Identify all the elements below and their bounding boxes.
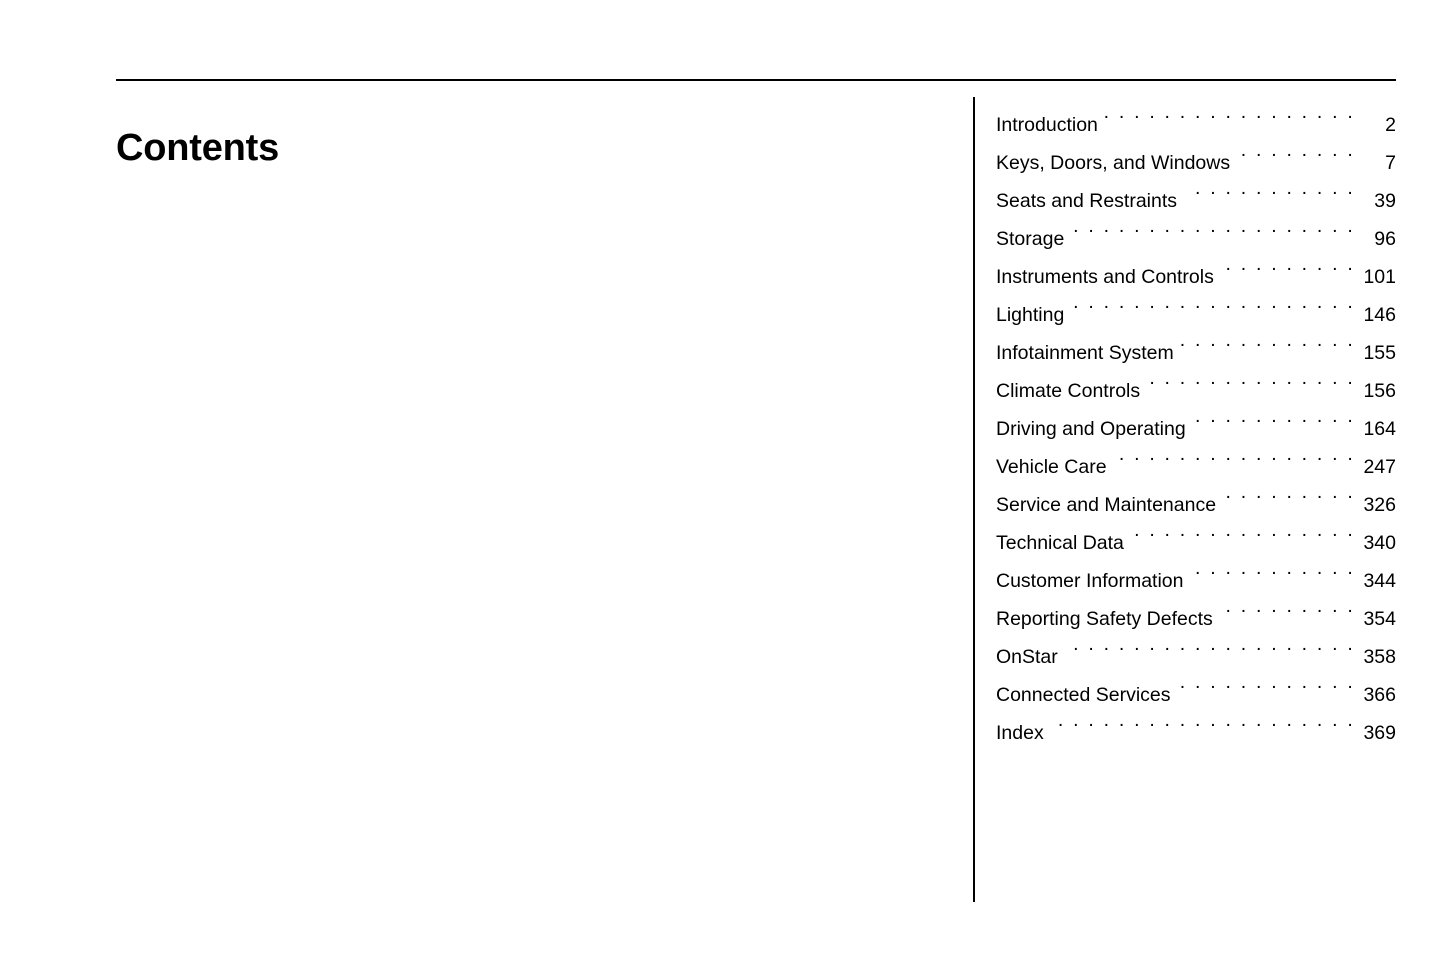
toc-entry-page-number: 96 bbox=[1374, 228, 1396, 250]
toc-entry[interactable] bbox=[996, 600, 1396, 638]
toc-entry[interactable] bbox=[996, 144, 1396, 182]
toc-entry-label: Reporting Safety Defects bbox=[996, 608, 1213, 630]
toc-leader-dots bbox=[1184, 188, 1355, 208]
toc-entry[interactable] bbox=[996, 448, 1396, 486]
toc-leader-dots bbox=[1221, 264, 1355, 284]
toc-entry-label: Service and Maintenance bbox=[996, 494, 1217, 516]
toc-entry[interactable] bbox=[996, 486, 1396, 524]
toc-leader-dots bbox=[1191, 568, 1356, 588]
toc-entry-page-number: 340 bbox=[1363, 532, 1396, 554]
toc-entry-label: Introduction bbox=[996, 114, 1098, 136]
toc-entry-label: OnStar bbox=[996, 646, 1058, 668]
toc-entry[interactable] bbox=[996, 562, 1396, 600]
toc-entry[interactable] bbox=[996, 524, 1396, 562]
table-of-contents bbox=[973, 97, 1396, 902]
toc-leader-dots bbox=[1147, 378, 1355, 398]
toc-leader-dots bbox=[1071, 226, 1355, 246]
header-divider bbox=[116, 79, 1396, 81]
toc-entry-page-number: 156 bbox=[1363, 380, 1396, 402]
toc-entry-label: Connected Services bbox=[996, 684, 1171, 706]
toc-leader-dots bbox=[1193, 416, 1355, 436]
toc-entry-page-number: 369 bbox=[1363, 722, 1396, 744]
toc-entry-page-number: 155 bbox=[1363, 342, 1396, 364]
toc-entry-label: Index bbox=[996, 722, 1044, 744]
toc-entry-label: Instruments and Controls bbox=[996, 266, 1214, 288]
toc-entry[interactable] bbox=[996, 296, 1396, 334]
toc-entry[interactable] bbox=[996, 638, 1396, 676]
toc-entry-page-number: 326 bbox=[1363, 494, 1396, 516]
toc-entry-page-number: 366 bbox=[1363, 684, 1396, 706]
toc-entry-label: Storage bbox=[996, 228, 1065, 250]
toc-leader-dots bbox=[1178, 682, 1355, 702]
toc-entry-label: Technical Data bbox=[996, 532, 1124, 554]
toc-entry[interactable] bbox=[996, 372, 1396, 410]
toc-entry-label: Seats and Restraints bbox=[996, 190, 1178, 212]
toc-entry-label: Lighting bbox=[996, 304, 1065, 326]
toc-entry[interactable] bbox=[996, 410, 1396, 448]
toc-leader-dots bbox=[1065, 644, 1355, 664]
toc-entry-page-number: 247 bbox=[1363, 456, 1396, 478]
toc-leader-dots bbox=[1105, 112, 1355, 132]
toc-entry[interactable] bbox=[996, 676, 1396, 714]
toc-entry[interactable] bbox=[996, 106, 1396, 144]
toc-entry-label: Driving and Operating bbox=[996, 418, 1186, 440]
toc-entry[interactable] bbox=[996, 182, 1396, 220]
toc-leader-dots bbox=[1131, 530, 1355, 550]
toc-leader-dots bbox=[1071, 302, 1355, 322]
toc-entry-label: Climate Controls bbox=[996, 380, 1141, 402]
toc-entry-page-number: 2 bbox=[1385, 114, 1396, 136]
toc-entry-page-number: 39 bbox=[1374, 190, 1396, 212]
toc-entry-page-number: 164 bbox=[1363, 418, 1396, 440]
toc-entry[interactable] bbox=[996, 220, 1396, 258]
toc-entry-page-number: 344 bbox=[1363, 570, 1396, 592]
toc-entry[interactable] bbox=[996, 258, 1396, 296]
toc-leader-dots bbox=[1220, 606, 1355, 626]
toc-entry-page-number: 101 bbox=[1363, 266, 1396, 288]
toc-entry-page-number: 354 bbox=[1363, 608, 1396, 630]
toc-entry-page-number: 358 bbox=[1363, 646, 1396, 668]
toc-entry-label: Vehicle Care bbox=[996, 456, 1107, 478]
page-title: Contents bbox=[116, 127, 280, 170]
toc-entry-label: Infotainment System bbox=[996, 342, 1174, 364]
toc-leader-dots bbox=[1051, 720, 1355, 740]
toc-entry-page-number: 146 bbox=[1363, 304, 1396, 326]
toc-entry[interactable] bbox=[996, 714, 1396, 752]
toc-leader-dots bbox=[1223, 492, 1355, 512]
toc-entry[interactable] bbox=[996, 334, 1396, 372]
toc-entry-label: Customer Information bbox=[996, 570, 1184, 592]
toc-leader-dots bbox=[1181, 340, 1355, 360]
toc-leader-dots bbox=[1237, 150, 1355, 170]
toc-entry-label: Keys, Doors, and Windows bbox=[996, 152, 1231, 174]
toc-entry-page-number: 7 bbox=[1385, 152, 1396, 174]
toc-leader-dots bbox=[1114, 454, 1355, 474]
